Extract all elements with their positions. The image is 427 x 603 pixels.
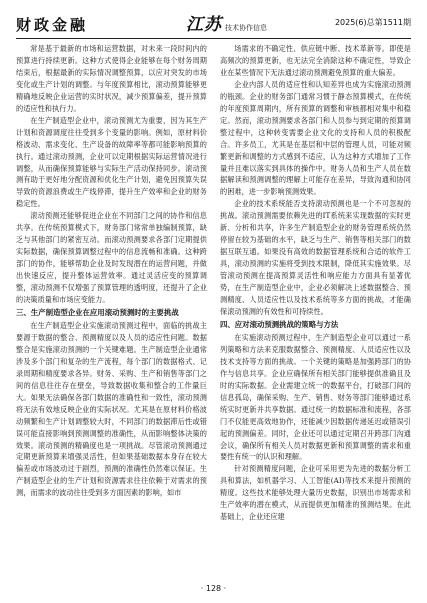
paragraph: 针对预测精度问题，企业可采用更为先进的数据分析工具和算法，如机器学习、人工智能(AI)等技术来提升预测的精度。这些技术能够处理大量历史数据，识别出市场需求和生产效率的潜在模式，从而提供更加精准的预测结果。在此基础上，企业还应建 (220, 464, 411, 522)
paragraph: 企业的技术系统能否支持滚动预测也是一个不可忽视的挑战。滚动预测需要依赖先进的IT系统来实现数据的实时更新、分析和共享，许多生产制造型企业的财务管理系统仍然停留在较为基础的水平，缺乏与生产、销售等相关部门的数据互联互通。如果没有高效的数据管理系统和合适的软件工具，滚动预测的实施将受到技术限制，降低其实施效果。尽管滚动预测在提高预算灵活性和响应能力方面具有显著优势，在生产制造型企业中，企业必须解决上述数据整合、预测精度、人员适应性以及技术系统等多方面的挑战，才能确保滚动预测的有效性和可持续性。 (220, 199, 411, 316)
page-header (16, 8, 411, 36)
left-column (16, 43, 207, 580)
issue-number: 2025(6)总第1511期 (334, 18, 411, 27)
logo-sub-text: 技术协作信息 (225, 24, 267, 32)
paragraph: 在实施滚动预测过程中，生产制造型企业可以通过一系列策略和方法来克服数据整合、预测精度、人员适应性以及技术支持等方面的挑战。一个关键的策略是加强跨部门的协作与信息共享。企业应确保所有相关部门能够提供准确且及时的实际数据。企业需建立统一的数据平台，打破部门间的信息孤岛，确保采购、生产、销售、财务等部门能够通过系统实时更新并共享数据。通过统一的数据标准和流程，各部门不仅能更高效地协作，还能减少因数据传递延迟或错误引起的预测偏差。同时，企业还可以通过定期召开跨部门沟通会议，确保所有相关人员对数据更新和预算调整的需求和重要性有统一的认识和理解。 (220, 332, 411, 462)
header-rule (16, 38, 411, 39)
section-title: 财政金融 (16, 16, 89, 34)
section-heading-4: 四、应对滚动预测挑战的策略与方法 (220, 319, 339, 329)
paragraph: 常是基于最新的市场和运营数据，对未来一段时间内的预算进行持续更新。这种方式使得企业能够在每个财务周期结束后，根据最新的实际情况调整预算，以应对突发的市场变化或生产计划的调整。与年度预算相比，滚动预算能够更精确地反映企业运营的实时状况，减少预算偏差，提升预算的适应性和执行力。 (16, 44, 207, 113)
paragraph: 在生产制造型企业实施滚动预测过程中，面临的挑战主要源于数据的整合、预测精度以及人员的适应性问题。数据整合是实施滚动预测的一个关键难题。生产制造型企业通常涉及多个部门和复杂的生产流程，每个部门的数据格式、记录周期和精度要求各异。财务、采购、生产和销售等部门之间的信息往往存在壁垒，导致数据收集和整合的工作量巨大。如果无法确保各部门数据的准确性和一致性，滚动预测将无法有效地反映企业的实际状况。尤其是在原材料价格波动频繁和生产计划调整较大时，不同部门的数据滞后性或错误可能直接影响到预测调整的准确性，从而影响整体决策的效果。滚动预测的精确度也是一项挑战。尽管滚动预测通过定期更新预算来增强灵活性，但如果基础数据本身存在较大偏差或市场波动过于剧烈，预测的准确性仍然难以保证。生产制造型企业的生产计划和资源需求往往依赖于对需求的预测，而需求的波动往往受到多方面因素的影响，如市 (16, 320, 207, 498)
paragraph: 场需求的不确定性、供应链中断、技术革新等。即使是高频次的预算更新，也无法完全消除这种不确定性，导致企业在某些情况下无法通过滚动预测避免预算的重大偏差。 (220, 44, 411, 77)
paragraph: 企业内部人员的适应性和认知差异也成为实施滚动预测的瓶颈。企业的财务部门通常习惯于静态预算模式，在传统的年度预算周期内，所有预算的调整和审核都相对集中和稳定。然而，滚动预测要求各部门和人员参与到定期的预算调整过程中，这种转变需要企业文化的支持和人员的积极配合。许多员工，尤其是在基层和中层的管理人员，可能对频繁更新和调整的方式感到不适应，认为这种方式增加了工作量并且难以落实到具体的操作中。财务人员和生产人员在数据解读和预测调整的理解上可能存在差异，导致沟通和协同的困难，进一步影响预测效果。 (220, 79, 411, 197)
paragraph: 滚动预测还能够促进企业在不同部门之间的协作和信息共享。在传统预算模式下，财务部门常常单独编制预算，缺乏与其他部门的紧密互动。而滚动预测要求各部门定期提供实际数据，确保预算调整过程中的信息流畅和准确。这种跨部门的协作，能够帮助企业及时发现潜在的运营问题，并做出快速反应，提升整体运营效率。通过灵活应变的预算调整，滚动预测不仅增强了预算管理的透明度，还提升了企业的决策质量和市场应变能力。 (16, 211, 207, 305)
section-heading-3: 三、生产制造型企业在应用滚动预测时的主要挑战 (16, 307, 179, 317)
logo-main-text: 江苏 (186, 15, 222, 35)
article-body (16, 43, 411, 580)
right-column (220, 43, 411, 580)
journal-logo (186, 10, 267, 35)
paragraph: 在生产制造型企业中，滚动预测尤为重要，因为其生产计划和资源调度往往受到多个变量的影响。例如，原材料价格波动、需求变化、生产设备的故障率等都可能影响预算的执行。通过滚动预测，企业可以定期根据实际运营情况进行调整，从而确保预算能够与实际生产活动保持同步。滚动预测有助于更好地分配资源和优化生产计划，避免因预算失误导致的资源浪费或生产线停滞，提升生产效率和企业的财务稳定性。 (16, 115, 207, 209)
page-number: · 128 · (200, 584, 227, 593)
